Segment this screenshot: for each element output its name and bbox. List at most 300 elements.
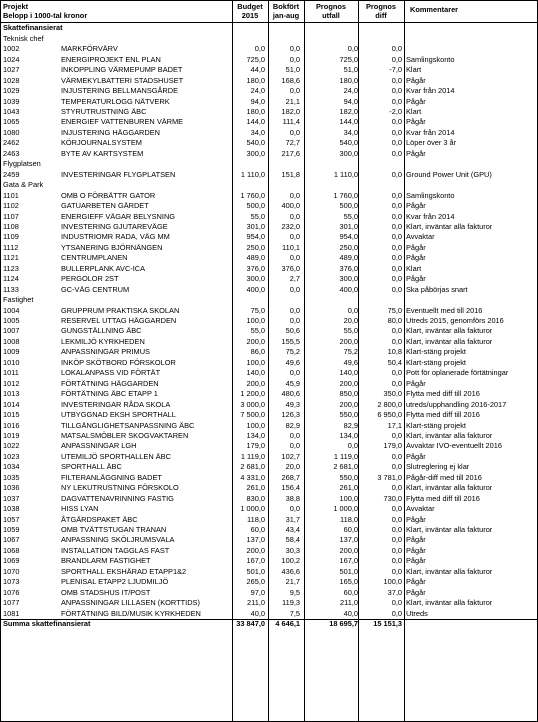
project-name: LOKALANPASS VID FÖRTÄT bbox=[61, 368, 161, 378]
budget-cell: 180,0 bbox=[246, 75, 265, 85]
project-code: 1059 bbox=[3, 525, 20, 534]
project-code: 1073 bbox=[3, 577, 20, 587]
project-code: 1012 bbox=[3, 378, 20, 388]
project-name: INSTALLATION TAGGLAS FAST bbox=[61, 545, 170, 555]
comment-cell: Pågår bbox=[406, 535, 426, 545]
project-name: ENERGIEF VATTENBUREN VÄRME bbox=[61, 117, 184, 127]
table-row bbox=[0, 525, 538, 535]
prognos-cell: 200,0 bbox=[339, 336, 358, 346]
table-row bbox=[0, 556, 538, 566]
bokfort-cell: 110,1 bbox=[282, 242, 300, 252]
prognos-cell: 261,0 bbox=[339, 483, 358, 493]
table-row bbox=[0, 462, 538, 472]
budget-cell: 2 681,0 bbox=[240, 462, 265, 472]
project-code: 1013 bbox=[3, 389, 20, 399]
project-name: MARKFÖRVÄRV bbox=[61, 44, 118, 54]
diff-cell: 0,0 bbox=[391, 566, 402, 576]
project-name: INVESTERINGAR RÅDA SKOLA bbox=[61, 399, 171, 409]
diff-cell: 0,0 bbox=[391, 378, 402, 388]
project-code: 1038 bbox=[3, 504, 20, 514]
header-budget-line1: Budget bbox=[237, 2, 263, 11]
project-name: RESERVEL UTTAG HÄGGARDEN bbox=[61, 316, 177, 325]
diff-cell: 0,0 bbox=[391, 608, 402, 618]
project-name: PERGOLOR 2ST bbox=[61, 274, 119, 284]
header-title: Projekt bbox=[3, 2, 29, 11]
bokfort-cell: 400,0 bbox=[281, 201, 300, 211]
project-name: DAGVATTENAVRINNING FASTIG bbox=[61, 493, 174, 503]
budget-cell: 134,0 bbox=[246, 430, 265, 440]
table-row bbox=[0, 567, 538, 577]
prognos-cell: 60,0 bbox=[343, 525, 358, 534]
table-row bbox=[0, 138, 538, 148]
comment-cell: utreds/upphandling 2016-2017 bbox=[406, 399, 507, 409]
comment-cell: Pågår bbox=[406, 148, 426, 158]
project-code: 1070 bbox=[3, 566, 20, 576]
comment-cell: Pågår-diff med till 2016 bbox=[406, 472, 482, 482]
budget-cell: 1 760,0 bbox=[240, 190, 265, 200]
prognos-cell: 489,0 bbox=[339, 253, 358, 263]
comment-cell: Pågår bbox=[406, 274, 426, 284]
project-code: 1014 bbox=[3, 399, 20, 409]
header-prognos-line1: Prognos bbox=[316, 2, 346, 11]
prognos-cell: 51,0 bbox=[343, 65, 358, 75]
prognos-cell: 144,0 bbox=[339, 117, 358, 127]
bokfort-cell: 100,2 bbox=[281, 556, 300, 566]
budget-cell: 100,0 bbox=[246, 357, 265, 367]
bokfort-cell: 75,2 bbox=[285, 347, 300, 357]
project-name: GC-VÄG CENTRUM bbox=[61, 284, 130, 294]
comment-cell: Pågår bbox=[406, 242, 426, 252]
comment-cell: Klart-stäng projekt bbox=[406, 420, 466, 430]
table-row bbox=[0, 117, 538, 127]
prognos-cell: 501,0 bbox=[339, 566, 358, 576]
bokfort-cell: 0,0 bbox=[289, 441, 300, 451]
header-subtitle: Belopp i 1000-tal kronor bbox=[3, 11, 88, 20]
comment-cell: Klart bbox=[406, 263, 422, 273]
header-budget-line2: 2015 bbox=[241, 11, 259, 20]
table-row bbox=[0, 232, 538, 242]
budget-cell: 376,0 bbox=[246, 263, 265, 273]
project-code: 1123 bbox=[3, 263, 19, 273]
bokfort-cell: 168,6 bbox=[281, 75, 300, 85]
comment-cell: Pågår bbox=[406, 545, 426, 555]
table-row bbox=[0, 55, 538, 65]
diff-cell: 0,0 bbox=[391, 44, 402, 54]
diff-cell: 0,0 bbox=[391, 54, 402, 64]
comment-cell: Klart, inväntar alla fakturor bbox=[406, 483, 493, 493]
comment-cell: Ground Power Unit (GPU) bbox=[406, 169, 492, 179]
project-name: GUNGSTÄLLNING ÄBC bbox=[61, 326, 142, 336]
budget-cell: 137,0 bbox=[246, 535, 265, 545]
project-name: SPORTHALL EKSHÄRAD ETAPP1&2 bbox=[61, 566, 187, 576]
prognos-cell: 18 695,7 bbox=[329, 619, 358, 629]
prognos-cell: 167,0 bbox=[339, 556, 358, 566]
comment-cell: Utreds bbox=[406, 608, 428, 618]
prognos-cell: 180,0 bbox=[339, 75, 358, 85]
subsection-heading bbox=[0, 34, 538, 44]
budget-cell: 211,0 bbox=[247, 598, 265, 608]
project-name: ENERGIPROJEKT ENL PLAN bbox=[61, 54, 161, 64]
diff-cell: 6 950,0 bbox=[377, 410, 402, 420]
prognos-cell: 200,0 bbox=[339, 378, 358, 388]
project-name: INKOPPLING VÄRMEPUMP BADET bbox=[61, 65, 183, 75]
project-code: 1009 bbox=[3, 347, 20, 357]
bokfort-cell: 0,0 bbox=[289, 368, 300, 378]
table-row bbox=[0, 410, 538, 420]
diff-cell: 17,1 bbox=[387, 420, 402, 430]
bokfort-cell: 232,0 bbox=[281, 221, 300, 231]
comment-cell: Klart, inväntar alla fakturor bbox=[406, 566, 493, 576]
table-row bbox=[0, 609, 538, 619]
bokfort-cell: 30,3 bbox=[285, 545, 300, 555]
diff-cell: 15 151,3 bbox=[373, 619, 402, 629]
comment-cell: Kvar från 2014 bbox=[406, 86, 455, 96]
budget-cell: 200,0 bbox=[246, 336, 265, 346]
project-name: INVESTERINGAR FLYGPLATSEN bbox=[61, 169, 176, 179]
budget-cell: 0,0 bbox=[254, 44, 265, 54]
project-code: 1065 bbox=[3, 117, 20, 127]
comment-cell: Samlingskonto bbox=[406, 190, 455, 200]
project-code: 1068 bbox=[3, 545, 20, 555]
bokfort-cell: 268,7 bbox=[281, 472, 300, 482]
budget-cell: 94,0 bbox=[250, 96, 265, 106]
bokfort-cell: 376,0 bbox=[281, 263, 300, 273]
prognos-cell: 250,0 bbox=[339, 242, 358, 252]
project-code: 1019 bbox=[3, 430, 20, 440]
table-row bbox=[0, 379, 538, 389]
bokfort-cell: 155,5 bbox=[281, 336, 300, 346]
prognos-cell: 24,0 bbox=[343, 86, 358, 96]
comment-cell: Pågår bbox=[406, 451, 426, 461]
bokfort-cell: 0,0 bbox=[289, 253, 300, 263]
project-code: 1080 bbox=[3, 127, 20, 137]
prognos-cell: 301,0 bbox=[339, 221, 358, 231]
bokfort-cell: 480,6 bbox=[281, 389, 300, 399]
group-label: Teknisk chef bbox=[3, 33, 44, 43]
project-name: INKÖP SKÖTBORD FÖRSKOLOR bbox=[61, 357, 176, 367]
budget-cell: 167,0 bbox=[246, 556, 265, 566]
comment-cell: Avvaktar bbox=[406, 504, 435, 514]
comment-cell: Eventuellt med till 2016 bbox=[406, 305, 483, 315]
table-row bbox=[0, 285, 538, 295]
project-name: SPORTHALL ÄBC bbox=[61, 462, 122, 472]
diff-cell: 0,0 bbox=[391, 201, 402, 211]
prognos-cell: 1 119,0 bbox=[333, 451, 358, 461]
table-row bbox=[0, 535, 538, 545]
prognos-cell: 165,0 bbox=[339, 577, 358, 587]
project-name: ANPASSNINGAR LILLASEN (KORTTIDS) bbox=[61, 598, 200, 608]
budget-cell: 1 119,0 bbox=[240, 451, 265, 461]
table-row bbox=[0, 441, 538, 451]
project-code: 1028 bbox=[3, 75, 20, 85]
comment-cell: Pågår bbox=[406, 253, 426, 263]
project-name: TILLGÄNGLIGHETSANPASSNING ÄBC bbox=[61, 420, 195, 430]
comment-cell: Flytta med diff till 2016 bbox=[406, 410, 480, 420]
comment-cell: Pågår bbox=[406, 75, 426, 85]
diff-cell: 50,4 bbox=[387, 357, 402, 367]
bokfort-cell: 51,0 bbox=[285, 65, 300, 75]
project-name: INJUSTERING BELLMANSGÅRDE bbox=[61, 86, 179, 96]
diff-cell: 0,0 bbox=[391, 326, 402, 336]
project-code: 2463 bbox=[3, 148, 20, 158]
bokfort-cell: 72,7 bbox=[285, 138, 300, 148]
total-row bbox=[0, 619, 538, 629]
diff-cell: 0,0 bbox=[391, 462, 402, 472]
prognos-cell: 118,0 bbox=[340, 514, 358, 524]
project-code: 1027 bbox=[3, 65, 20, 75]
prognos-cell: 0,0 bbox=[347, 441, 358, 451]
project-name: TEMPERATURLOGG NÄTVERK bbox=[61, 96, 170, 106]
table-row bbox=[0, 222, 538, 232]
prognos-cell: 134,0 bbox=[339, 430, 358, 440]
prognos-cell: 725,0 bbox=[339, 54, 358, 64]
project-code: 1023 bbox=[3, 451, 20, 461]
project-code: 1035 bbox=[3, 472, 20, 482]
prognos-cell: 1 760,0 bbox=[333, 190, 358, 200]
budget-cell: 24,0 bbox=[250, 86, 265, 96]
bokfort-cell: 38,8 bbox=[285, 493, 300, 503]
bokfort-cell: 20,0 bbox=[285, 462, 300, 472]
bokfort-cell: 2,7 bbox=[289, 274, 300, 284]
budget-cell: 261,0 bbox=[246, 483, 265, 493]
table-header bbox=[0, 0, 538, 22]
project-name: OMB STADSHUS IT/POST bbox=[61, 587, 151, 597]
diff-cell: 0,0 bbox=[391, 138, 402, 148]
prognos-cell: 200,0 bbox=[339, 545, 358, 555]
prognos-cell: 300,0 bbox=[339, 274, 358, 284]
prognos-cell: 82,9 bbox=[343, 420, 358, 430]
project-name: ANPASSNING SKÖLJRUMSVALA bbox=[61, 535, 175, 545]
budget-cell: 501,0 bbox=[246, 566, 265, 576]
budget-cell: 100,0 bbox=[246, 420, 265, 430]
comment-cell: Klart, inväntar alla fakturor bbox=[406, 336, 493, 346]
table-row bbox=[0, 546, 538, 556]
prognos-cell: 182,0 bbox=[339, 107, 358, 116]
bokfort-cell: 7,5 bbox=[289, 608, 300, 618]
project-name: CENTRUMPLANEN bbox=[61, 253, 128, 263]
diff-cell: 350,0 bbox=[383, 389, 402, 399]
budget-cell: 301,0 bbox=[246, 221, 265, 231]
budget-cell: 1 110,0 bbox=[240, 169, 265, 179]
bokfort-cell: 21,7 bbox=[285, 577, 300, 587]
budget-cell: 1 200,0 bbox=[240, 389, 265, 399]
header-diff-line2: diff bbox=[375, 11, 387, 20]
comment-cell: Pågår bbox=[406, 587, 426, 597]
prognos-cell: 300,0 bbox=[339, 148, 358, 158]
project-name: FÖRTÄTNING ÄBC ETAPP 1 bbox=[61, 389, 158, 399]
diff-cell: 75,0 bbox=[387, 305, 402, 315]
project-code: 2462 bbox=[3, 138, 20, 148]
diff-cell: 0,0 bbox=[391, 169, 402, 179]
table-row bbox=[0, 107, 538, 117]
prognos-cell: 500,0 bbox=[339, 201, 358, 211]
project-name: PLENISAL ETAPP2 LJUDMILJÖ bbox=[61, 577, 169, 587]
bokfort-cell: 119,3 bbox=[282, 598, 300, 608]
prognos-cell: 954,0 bbox=[339, 232, 358, 242]
project-code: 1076 bbox=[3, 587, 20, 597]
budget-cell: 34,0 bbox=[250, 127, 265, 137]
table-row bbox=[0, 588, 538, 598]
section-heading bbox=[0, 23, 538, 33]
budget-cell: 55,0 bbox=[250, 326, 265, 336]
budget-cell: 265,0 bbox=[246, 577, 265, 587]
prognos-cell: 1 000,0 bbox=[333, 504, 358, 514]
comment-cell: Klart-stäng projekt bbox=[406, 357, 466, 367]
budget-cell: 300,0 bbox=[246, 274, 265, 284]
project-name: INDUSTRIOMR RADA, VÄG MM bbox=[61, 232, 170, 242]
group-label: Gata & Park bbox=[3, 180, 44, 190]
comment-cell: Kvar från 2014 bbox=[406, 127, 455, 137]
diff-cell: 0,0 bbox=[391, 211, 402, 221]
budget-cell: 400,0 bbox=[246, 284, 265, 294]
bokfort-cell: 0,0 bbox=[289, 232, 300, 242]
bokfort-cell: 45,9 bbox=[285, 378, 300, 388]
prognos-cell: 140,0 bbox=[339, 368, 358, 378]
project-name: FILTERANLÄGGNING BADET bbox=[61, 472, 162, 482]
table-row bbox=[0, 306, 538, 316]
budget-cell: 200,0 bbox=[246, 378, 265, 388]
subsection-heading bbox=[0, 180, 538, 190]
prognos-cell: 0,0 bbox=[347, 305, 358, 315]
comment-cell: Flytta med diff till 2016 bbox=[406, 493, 480, 503]
comment-cell: Klart-stäng projekt bbox=[406, 347, 466, 357]
budget-cell: 100,0 bbox=[246, 316, 265, 325]
table-row bbox=[0, 504, 538, 514]
project-code: 1081 bbox=[3, 608, 20, 618]
comment-cell: Pågår bbox=[406, 378, 426, 388]
comment-cell: Klart bbox=[406, 107, 422, 116]
diff-cell: 0,0 bbox=[391, 504, 402, 514]
comment-cell: Löper över 3 år bbox=[406, 138, 457, 148]
comment-cell: Utreds 2015, genomförs 2016 bbox=[406, 316, 504, 325]
comment-cell: Klart, inväntar alla fakturor bbox=[406, 326, 493, 336]
project-name: OMB TVÄTTSTUGAN TRANAN bbox=[61, 525, 167, 534]
bokfort-cell: 0,0 bbox=[289, 504, 300, 514]
prognos-cell: 1 110,0 bbox=[333, 169, 358, 179]
bokfort-cell: 49,3 bbox=[285, 399, 300, 409]
group-label: Flygplatsen bbox=[3, 159, 41, 169]
project-code: 1108 bbox=[3, 221, 19, 231]
project-code: 1039 bbox=[3, 96, 20, 106]
prognos-cell: 49,6 bbox=[343, 357, 358, 367]
header-diff-line1: Prognos bbox=[366, 2, 396, 11]
bokfort-cell: 50,6 bbox=[285, 326, 300, 336]
diff-cell: 0,0 bbox=[391, 117, 402, 127]
bokfort-cell: 151,8 bbox=[281, 169, 300, 179]
diff-cell: 0,0 bbox=[391, 274, 402, 284]
budget-cell: 830,0 bbox=[246, 493, 265, 503]
table-row bbox=[0, 97, 538, 107]
diff-cell: 0,0 bbox=[391, 556, 402, 566]
diff-cell: 37,0 bbox=[387, 587, 402, 597]
project-code: 1016 bbox=[3, 420, 20, 430]
bokfort-cell: 31,7 bbox=[285, 514, 300, 524]
budget-cell: 75,0 bbox=[250, 305, 265, 315]
prognos-cell: 2 681,0 bbox=[333, 462, 358, 472]
project-name: MATSALSMÖBLER SKOGVAKTAREN bbox=[61, 430, 189, 440]
diff-cell: 0,0 bbox=[391, 86, 402, 96]
project-code: 1004 bbox=[3, 305, 20, 315]
diff-cell: 80,0 bbox=[387, 316, 402, 325]
project-code: 1121 bbox=[3, 253, 19, 263]
bokfort-cell: 102,7 bbox=[281, 451, 300, 461]
budget-cell: 540,0 bbox=[246, 138, 265, 148]
comment-cell bbox=[406, 619, 536, 629]
project-code: 1034 bbox=[3, 462, 20, 472]
table-row bbox=[0, 212, 538, 222]
project-name: UTEMILJÖ SPORTHALLEN ÄBC bbox=[61, 451, 171, 461]
table-row bbox=[0, 326, 538, 336]
prognos-cell: 376,0 bbox=[339, 263, 358, 273]
comment-cell bbox=[406, 44, 536, 54]
project-name: FÖRTÄTNING BILD/MUSIK KYRKHEDEN bbox=[61, 608, 201, 618]
table-row bbox=[0, 400, 538, 410]
project-code: 1008 bbox=[3, 336, 20, 346]
project-name: BRANDLARM FASTIGHET bbox=[61, 556, 151, 566]
prognos-cell: 75,2 bbox=[343, 347, 358, 357]
table-row bbox=[0, 170, 538, 180]
table-row bbox=[0, 149, 538, 159]
diff-cell: -2,0 bbox=[389, 107, 402, 116]
diff-cell: 3 781,0 bbox=[377, 472, 402, 482]
project-name: GRUPPRUM PRAKTISKA SKOLAN bbox=[61, 305, 180, 315]
diff-cell: 0,0 bbox=[391, 545, 402, 555]
diff-cell: 0,0 bbox=[391, 535, 402, 545]
table-row bbox=[0, 86, 538, 96]
project-name: BYTE AV KARTSYSTEM bbox=[61, 148, 144, 158]
project-code: 1010 bbox=[3, 357, 20, 367]
budget-cell: 3 000,0 bbox=[240, 399, 265, 409]
header-prognos-line2: utfall bbox=[322, 11, 340, 20]
diff-cell: 0,0 bbox=[391, 221, 402, 231]
prognos-cell: 540,0 bbox=[339, 138, 358, 148]
bokfort-cell: 58,4 bbox=[285, 535, 300, 545]
budget-cell: 44,0 bbox=[250, 65, 265, 75]
diff-cell: 0,0 bbox=[391, 451, 402, 461]
comment-cell: Klart, inväntar alla fakturor bbox=[406, 525, 493, 534]
prognos-cell: 55,0 bbox=[343, 326, 358, 336]
project-name: BULLERPLANK AVC-ICA bbox=[61, 263, 146, 273]
comment-cell: Avvaktar IVO-eventuellt 2016 bbox=[406, 441, 502, 451]
table-row bbox=[0, 274, 538, 284]
prognos-cell: 200,0 bbox=[339, 399, 358, 409]
subsection-heading bbox=[0, 295, 538, 305]
bokfort-cell: 4 646,1 bbox=[275, 619, 300, 629]
budget-cell: 118,0 bbox=[247, 514, 265, 524]
table-row bbox=[0, 358, 538, 368]
budget-cell: 200,0 bbox=[246, 545, 265, 555]
project-name: YTSANERING BJÖRNÄNGEN bbox=[61, 242, 163, 252]
diff-cell: 0,0 bbox=[391, 253, 402, 263]
project-code: 1077 bbox=[3, 598, 20, 608]
project-code: 1067 bbox=[3, 535, 20, 545]
table-row bbox=[0, 389, 538, 399]
project-code: 1011 bbox=[3, 368, 19, 378]
budget-cell: 954,0 bbox=[246, 232, 265, 242]
comment-cell: Klart, inväntar alla fakturor bbox=[406, 430, 493, 440]
project-code: 1102 bbox=[3, 201, 19, 211]
bokfort-cell: 217,6 bbox=[281, 148, 300, 158]
diff-cell: 0,0 bbox=[391, 232, 402, 242]
project-name: UTBYGGNAD EKSH SPORTHALL bbox=[61, 410, 176, 420]
project-name: KÖRJOURNALSYSTEM bbox=[61, 138, 142, 148]
diff-cell: 0,0 bbox=[391, 368, 402, 378]
project-code: 1109 bbox=[3, 232, 19, 242]
comment-cell: Pågår bbox=[406, 117, 426, 127]
bokfort-cell: 9,5 bbox=[289, 587, 300, 597]
project-name: FÖRTÄTNING HÄGGARDEN bbox=[61, 378, 159, 388]
budget-cell: 40,0 bbox=[250, 608, 265, 618]
